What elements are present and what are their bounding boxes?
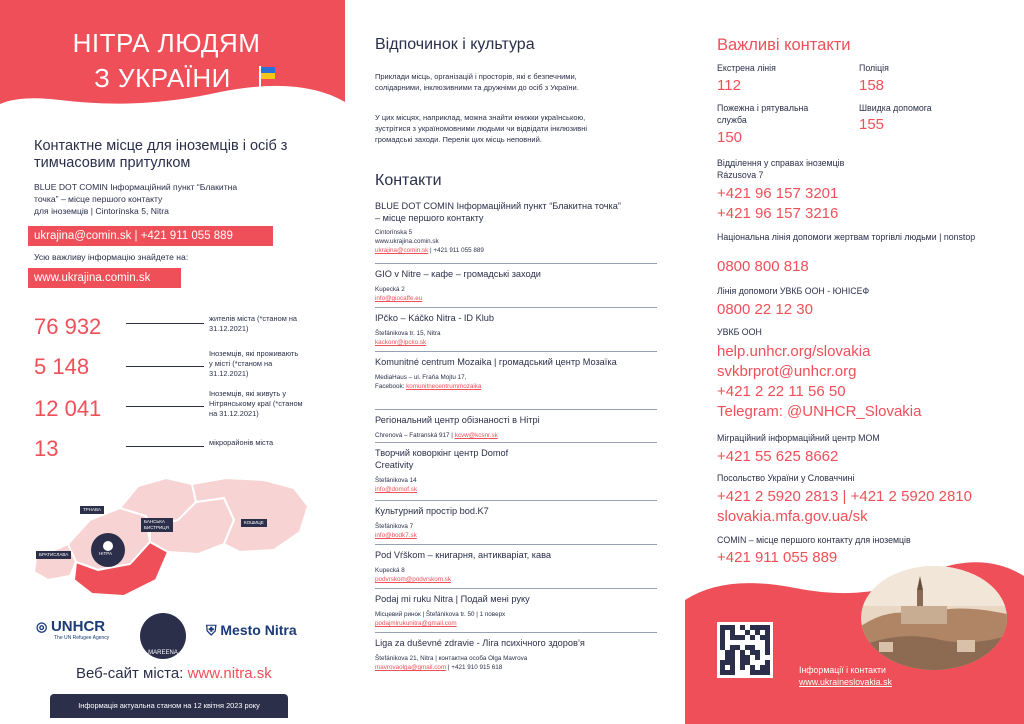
- iom-phone[interactable]: +421 55 625 8662: [717, 448, 839, 465]
- contact-bar[interactable]: ukrajina@comin.sk | +421 911 055 889: [28, 226, 273, 246]
- map-label: КОШИЦЕ: [241, 519, 267, 527]
- stat-label: Іноземців, які проживають у місті (*станом на 31.12.2021): [209, 349, 299, 378]
- divider: [375, 588, 657, 589]
- contact-entry: Podaj mi ruku Nitra | Подай мені руку Місцевий ринок | Štefánikova tr. 50 | 1 поверх podajmirukunitra@gmail.com: [375, 594, 530, 627]
- nitra-logo: ⛨ Mesto Nitra: [206, 622, 297, 638]
- divider: [126, 446, 204, 447]
- middle-panel: [345, 0, 685, 724]
- city-website-link[interactable]: www.nitra.sk: [187, 665, 272, 682]
- email-link[interactable]: podajmirukunitra@gmail.com: [375, 620, 457, 627]
- divider: [126, 406, 204, 407]
- email-link[interactable]: kackonr@ipcko.sk: [375, 339, 427, 346]
- foreign-police-phone[interactable]: +421 96 157 3201: [717, 185, 839, 202]
- stat-label: Іноземців, які живуть у Нітрянському краї (*станом на 31.12.2021): [209, 389, 303, 418]
- map-label: НІТРА: [99, 551, 112, 556]
- contact-entry: Pod Vŕškom – книгарня, антикваріат, кава Kupecká 8 podvrskom@podvrskom.sk: [375, 550, 552, 583]
- stat-label: жителів міста (*станом на 31.12.2021): [209, 314, 298, 333]
- contact-entry: Komunitné centrum Mozaika | громадський центр Мозаїка MediaHaus – ul. Fraňa Mojtu 17, Facebook: komunitnecentrummozaika: [375, 357, 617, 390]
- email-link[interactable]: mavrovaolga@gmail.com: [375, 664, 447, 671]
- important-contacts-title: Важливі контакти: [717, 36, 851, 54]
- info-block: Інформації і контакти www.ukraineslovakia.sk: [799, 665, 892, 687]
- nitra-castle-photo: [861, 566, 1007, 670]
- divider: [126, 366, 204, 367]
- police-label: Поліція: [859, 63, 889, 73]
- stat-value: 76 932: [34, 314, 102, 339]
- divider: [375, 632, 657, 633]
- unhcr-line-label: Лінія допомоги УВКБ ООН - ЮНІСЕФ: [717, 286, 870, 296]
- iom-label: Міграційний інформаційний центр МОМ: [717, 433, 880, 443]
- divider: [375, 263, 657, 264]
- foreign-police-label: Відділення у справах іноземців Rázusova 7: [717, 158, 845, 180]
- mareena-logo: MAREENA: [140, 613, 186, 659]
- city-website: Веб-сайт міста: www.nitra.sk: [76, 665, 272, 682]
- unhcr-line-number[interactable]: 0800 22 12 30: [717, 301, 813, 318]
- email-link[interactable]: info@bodk7.sk: [375, 532, 417, 539]
- embassy-website[interactable]: slovakia.mfa.gov.ua/sk: [717, 508, 868, 525]
- divider: [375, 442, 657, 443]
- org-text: BLUE DOT COMIN Інформаційний пункт “Блакитна точка” – місце першого контакту для іноземців | Cintorínska 5, Nitra: [34, 182, 238, 216]
- map-label: БРАТИСЛАВА: [36, 551, 71, 559]
- web-bar[interactable]: www.ukrajina.comin.sk: [28, 268, 181, 288]
- hero-title-line1: НІТРА ЛЮДЯМ: [72, 28, 261, 58]
- contact-entry: BLUE DOT COMIN Інформаційний пункт “Блакитна точка” – місце першого контакту Cintorínska 5 www.ukrajina.comin.sk ukrajina@comin.sk | +421 911 055 889: [375, 201, 621, 254]
- unhcr-telegram[interactable]: Telegram: @UNHCR_Slovakia: [717, 403, 922, 420]
- email-link[interactable]: info@giocaffe.eu: [375, 295, 423, 302]
- ukraine-flag-icon: [259, 66, 276, 86]
- slovakia-map: [28, 472, 310, 600]
- divider: [375, 544, 657, 545]
- unhcr-label: УВКБ ООН: [717, 327, 762, 337]
- contacts-title: Контакти: [375, 172, 442, 189]
- comin-label: COMIN – місце першого контакту для іноземців: [717, 535, 911, 545]
- contact-entry: GIO v Nitre – кафе – громадські заходи Kupecká 2 info@giocaffe.eu: [375, 269, 541, 302]
- contact-entry: Регіональний центр обізнаності в Нітрі Chrenová – Fatranská 917 | kcvw@kcsnr.sk: [375, 415, 540, 439]
- info-link[interactable]: www.ukraineslovakia.sk: [799, 677, 892, 687]
- contact-entry: Творчий коворкінг центр Domof Creativity Štefánikova 14 info@domof.sk: [375, 448, 509, 493]
- email-link[interactable]: podvrskom@podvrskom.sk: [375, 576, 452, 583]
- unhcr-link[interactable]: help.unhcr.org/slovakia: [717, 343, 871, 360]
- contact-entry: Культурний простір bod.K7 Štefánikova 7 info@bodk7.sk: [375, 506, 489, 539]
- facebook-link[interactable]: komunitnecentrummozaika: [406, 383, 482, 390]
- stat-value: 12 041: [34, 396, 102, 421]
- map-label: БАНСЬКА БИСТРИЦЯ: [141, 518, 173, 532]
- hero-title-line2: З УКРАЇНИ: [94, 63, 231, 93]
- hero-banner: [0, 0, 345, 130]
- emergency-number[interactable]: 112: [717, 77, 741, 94]
- unhcr-logo: ◎ UNHCR The UN Refugee Agency: [36, 618, 110, 641]
- foreign-police-phone[interactable]: +421 96 157 3216: [717, 205, 839, 222]
- contact-entry: IPčko – Káčko Nitra - ID Klub Štefánikova tr. 15, Nitra kackonr@ipcko.sk: [375, 313, 494, 346]
- email-link[interactable]: ukrajina@comin.sk: [375, 247, 429, 254]
- divider: [375, 409, 657, 410]
- email-link[interactable]: kcvw@kcsnr.sk: [454, 432, 498, 439]
- hotline-number[interactable]: 0800 800 818: [717, 258, 809, 275]
- right-panel: [685, 0, 1024, 724]
- footer-note: Інформація актуальна станом на 12 квітня 2023 року: [50, 694, 288, 718]
- embassy-label: Посольство України у Словаччині: [717, 473, 855, 483]
- stat-value: 5 148: [34, 354, 90, 379]
- subtitle: Контактне місце для іноземців і осіб з тимчасовим притулком: [34, 138, 288, 171]
- divider: [375, 351, 657, 352]
- ambulance-label: Швидка допомога: [859, 103, 932, 113]
- divider: [375, 307, 657, 308]
- divider: [126, 323, 204, 324]
- divider: [375, 500, 657, 501]
- email-link[interactable]: info@domof.sk: [375, 486, 418, 493]
- info-text: Усю важливу інформацію знайдете на:: [34, 252, 189, 262]
- stat-value: 13: [34, 436, 59, 461]
- left-panel: [0, 0, 345, 724]
- culture-paragraph: Приклади місць, організацій і просторів, які є безпечними, солідарними, інклюзивними та дружніми до осіб з України.: [375, 72, 579, 92]
- contact-entry: Liga za duševné zdravie - Ліга психічного здоров’я Štefánikova 21, Nitra | контактна особа Olga Mavrova mavrovaolga@gmail.com | +421 910 915 618: [375, 638, 585, 671]
- map-label: ТРНАВА: [80, 506, 104, 514]
- emergency-label: Екстрена лінія: [717, 63, 776, 73]
- unhcr-phone[interactable]: +421 2 22 11 56 50: [717, 383, 846, 400]
- unhcr-email[interactable]: svkbrprot@unhcr.org: [717, 363, 857, 380]
- culture-paragraph: У цих місцях, наприклад, можна знайти книжки українською, зустрітися з україномовними людьми чи відвідати інклюзивні громадські заходи. Перелік цих місць неповний.: [375, 113, 588, 144]
- police-number[interactable]: 158: [859, 77, 885, 94]
- hotline-label: Національна лінія допомоги жертвам торгівлі людьми | nonstop: [717, 232, 976, 242]
- stat-label: мікрорайонів міста: [209, 438, 274, 447]
- fire-label: Пожежна і рятувальна служба: [717, 103, 809, 125]
- embassy-phone[interactable]: +421 2 5920 2813 | +421 2 5920 2810: [717, 488, 972, 505]
- comin-phone[interactable]: +421 911 055 889: [717, 549, 838, 566]
- fire-number[interactable]: 150: [717, 129, 743, 146]
- ambulance-number[interactable]: 155: [859, 116, 885, 133]
- qr-code[interactable]: [717, 622, 773, 678]
- culture-title: Відпочинок і культура: [375, 36, 535, 53]
